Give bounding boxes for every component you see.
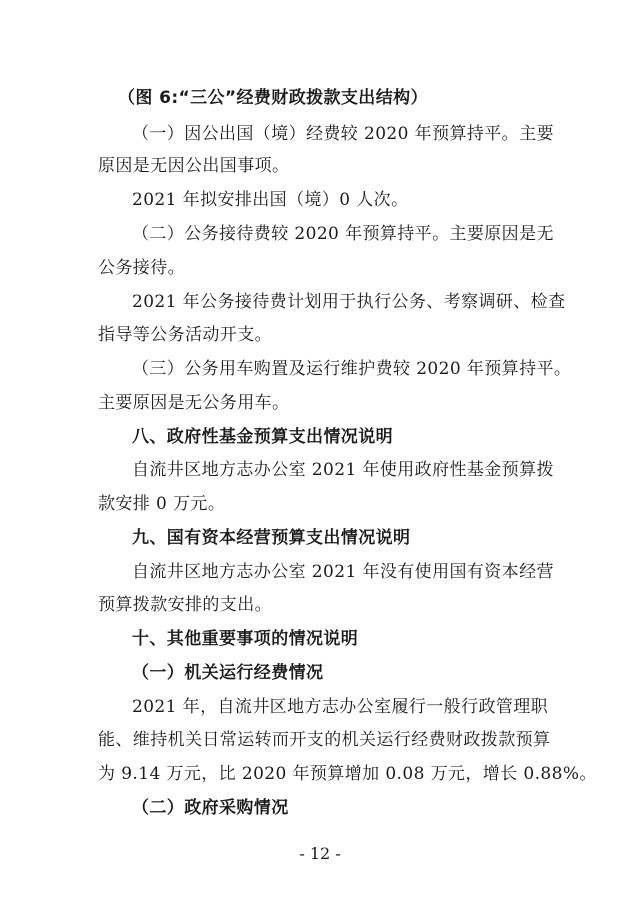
paragraph-line: 指导等公务活动开支。 [98, 325, 272, 345]
paragraph-line: （一）因公出国（境）经费较 2020 年预算持平。主要 [132, 124, 554, 144]
section-heading-8: 八、政府性基金预算支出情况说明 [132, 427, 393, 447]
subsection-heading: （一）机关运行经费情况 [132, 663, 324, 683]
paragraph-line: 款安排 0 万元。 [98, 494, 226, 514]
paragraph-line: （三）公务用车购置及运行维护费较 2020 年预算持平。 [132, 359, 572, 379]
paragraph-line: 预算拨款安排的支出。 [98, 595, 272, 615]
paragraph-line: 自流井区地方志办公室 2021 年使用政府性基金预算拨 [132, 460, 554, 480]
paragraph-line: （二）公务接待费较 2020 年预算持平。主要原因是无 [132, 224, 554, 244]
paragraph-line: 自流井区地方志办公室 2021 年没有使用国有资本经营 [132, 562, 554, 582]
paragraph-line: 原因是无因公出国事项。 [98, 156, 290, 176]
paragraph-line: 公务接待。 [98, 258, 185, 278]
section-heading-10: 十、其他重要事项的情况说明 [132, 629, 359, 649]
section-heading-9: 九、国有资本经营预算支出情况说明 [132, 528, 411, 548]
subsection-heading: （二）政府采购情况 [132, 798, 289, 818]
paragraph-line: 主要原因是无公务用车。 [98, 393, 290, 413]
page-number: - 12 - [299, 844, 341, 863]
paragraph-line: 2021 年拟安排出国（境）0 人次。 [132, 190, 409, 210]
figure-caption: （图 6:“三公”经费财政拨款支出结构） [118, 88, 428, 108]
paragraph-line: 2021 年公务接待费计划用于执行公务、考察调研、检查 [132, 292, 566, 312]
paragraph-line: 能、维持机关日常运转而开支的机关运行经费财政拨款预算 [98, 730, 551, 750]
paragraph-line: 2021 年，自流井区地方志办公室履行一般行政管理职 [132, 697, 549, 717]
paragraph-line: 为 9.14 万元，比 2020 年预算增加 0.08 万元，增长 0.88%。 [98, 764, 597, 784]
